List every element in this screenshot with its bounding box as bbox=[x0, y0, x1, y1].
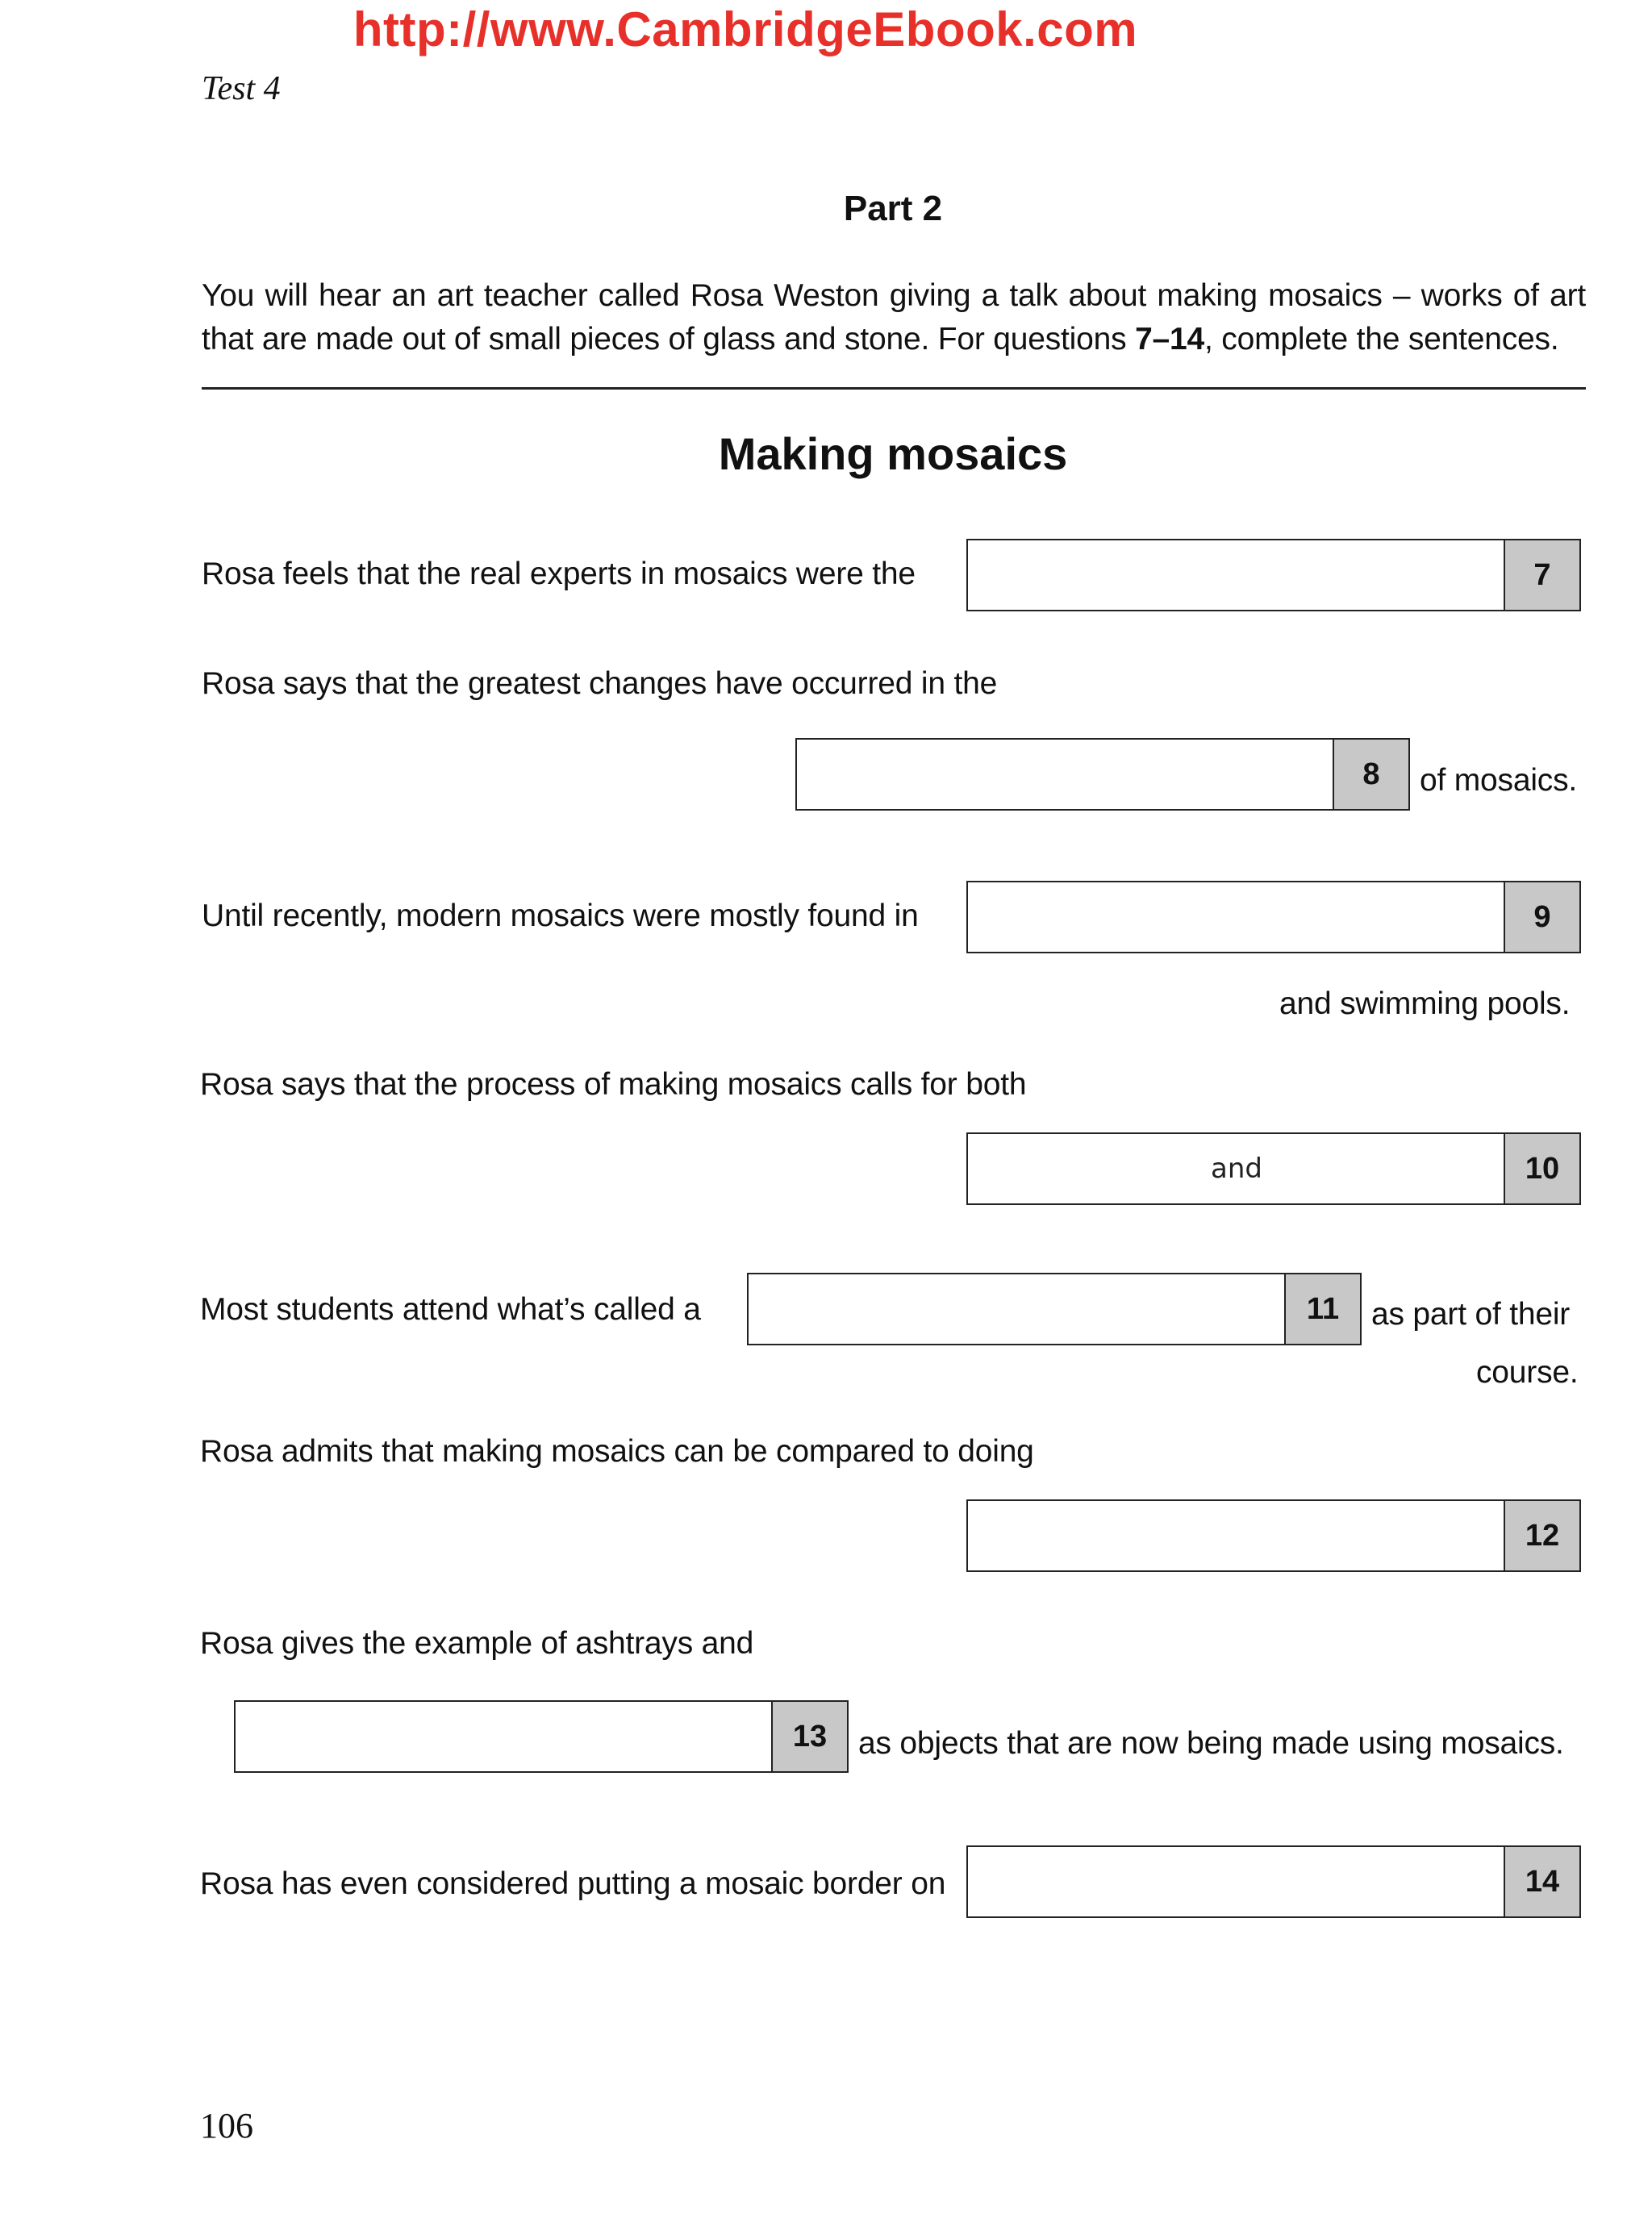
q14-answer-box[interactable] bbox=[966, 1845, 1581, 1918]
q10-text: Rosa says that the process of making mosaics calls for both bbox=[200, 1067, 1027, 1102]
q14-number: 14 bbox=[1504, 1847, 1579, 1916]
q12-text: Rosa admits that making mosaics can be compared to doing bbox=[200, 1434, 1034, 1469]
page-number: 106 bbox=[200, 2106, 253, 2145]
q13-number: 13 bbox=[771, 1702, 847, 1771]
instructions-range: 7–14 bbox=[1135, 322, 1205, 357]
q9-answer-box[interactable] bbox=[966, 881, 1581, 953]
q8-answer-box[interactable] bbox=[795, 738, 1410, 811]
q11-number: 11 bbox=[1284, 1274, 1360, 1344]
q14-text: Rosa has even considered putting a mosaic border on bbox=[200, 1866, 946, 1901]
divider-rule bbox=[202, 387, 1586, 390]
q9-after-text: and swimming pools. bbox=[1279, 986, 1571, 1021]
q7-answer-box[interactable] bbox=[966, 539, 1581, 611]
q11-answer-box[interactable] bbox=[747, 1273, 1362, 1345]
q7-text: Rosa feels that the real experts in mosaics were the bbox=[202, 557, 916, 591]
q12-answer-box[interactable] bbox=[966, 1499, 1581, 1572]
q11-after-line2: course. bbox=[1476, 1355, 1579, 1390]
q13-text: Rosa gives the example of ashtrays and bbox=[200, 1626, 754, 1661]
q13-answer-box[interactable] bbox=[234, 1700, 849, 1773]
q8-number: 8 bbox=[1333, 740, 1408, 809]
part-title: Part 2 bbox=[843, 189, 943, 228]
instructions-text: You will hear an art teacher called Rosa Weston giving a talk about making mosaics – works of art that are made out of small pieces of glass and stone. For questions bbox=[202, 278, 1586, 357]
q12-number: 12 bbox=[1504, 1501, 1579, 1570]
test-label: Test 4 bbox=[202, 70, 281, 107]
q11-text: Most students attend what’s called a bbox=[200, 1292, 701, 1327]
instructions-tail: , complete the sentences. bbox=[1204, 322, 1559, 357]
watermark-url: http://www.CambridgeEbook.com bbox=[353, 2, 1138, 56]
instructions bbox=[202, 274, 1586, 361]
q8-after-text: of mosaics. bbox=[1420, 763, 1578, 798]
q13-after-text: as objects that are now being made using mosaics. bbox=[858, 1726, 1564, 1761]
q10-number: 10 bbox=[1504, 1134, 1579, 1203]
q9-text: Until recently, modern mosaics were mostly found in bbox=[202, 899, 919, 933]
q7-number: 7 bbox=[1504, 540, 1579, 610]
q10-answer-box[interactable] bbox=[966, 1132, 1581, 1205]
q10-inner-word: and bbox=[1211, 1153, 1262, 1185]
q8-text: Rosa says that the greatest changes have occurred in the bbox=[202, 666, 998, 701]
section-title: Making mosaics bbox=[718, 428, 1068, 479]
q11-after-line1: as part of their bbox=[1371, 1297, 1571, 1332]
q9-number: 9 bbox=[1504, 882, 1579, 952]
